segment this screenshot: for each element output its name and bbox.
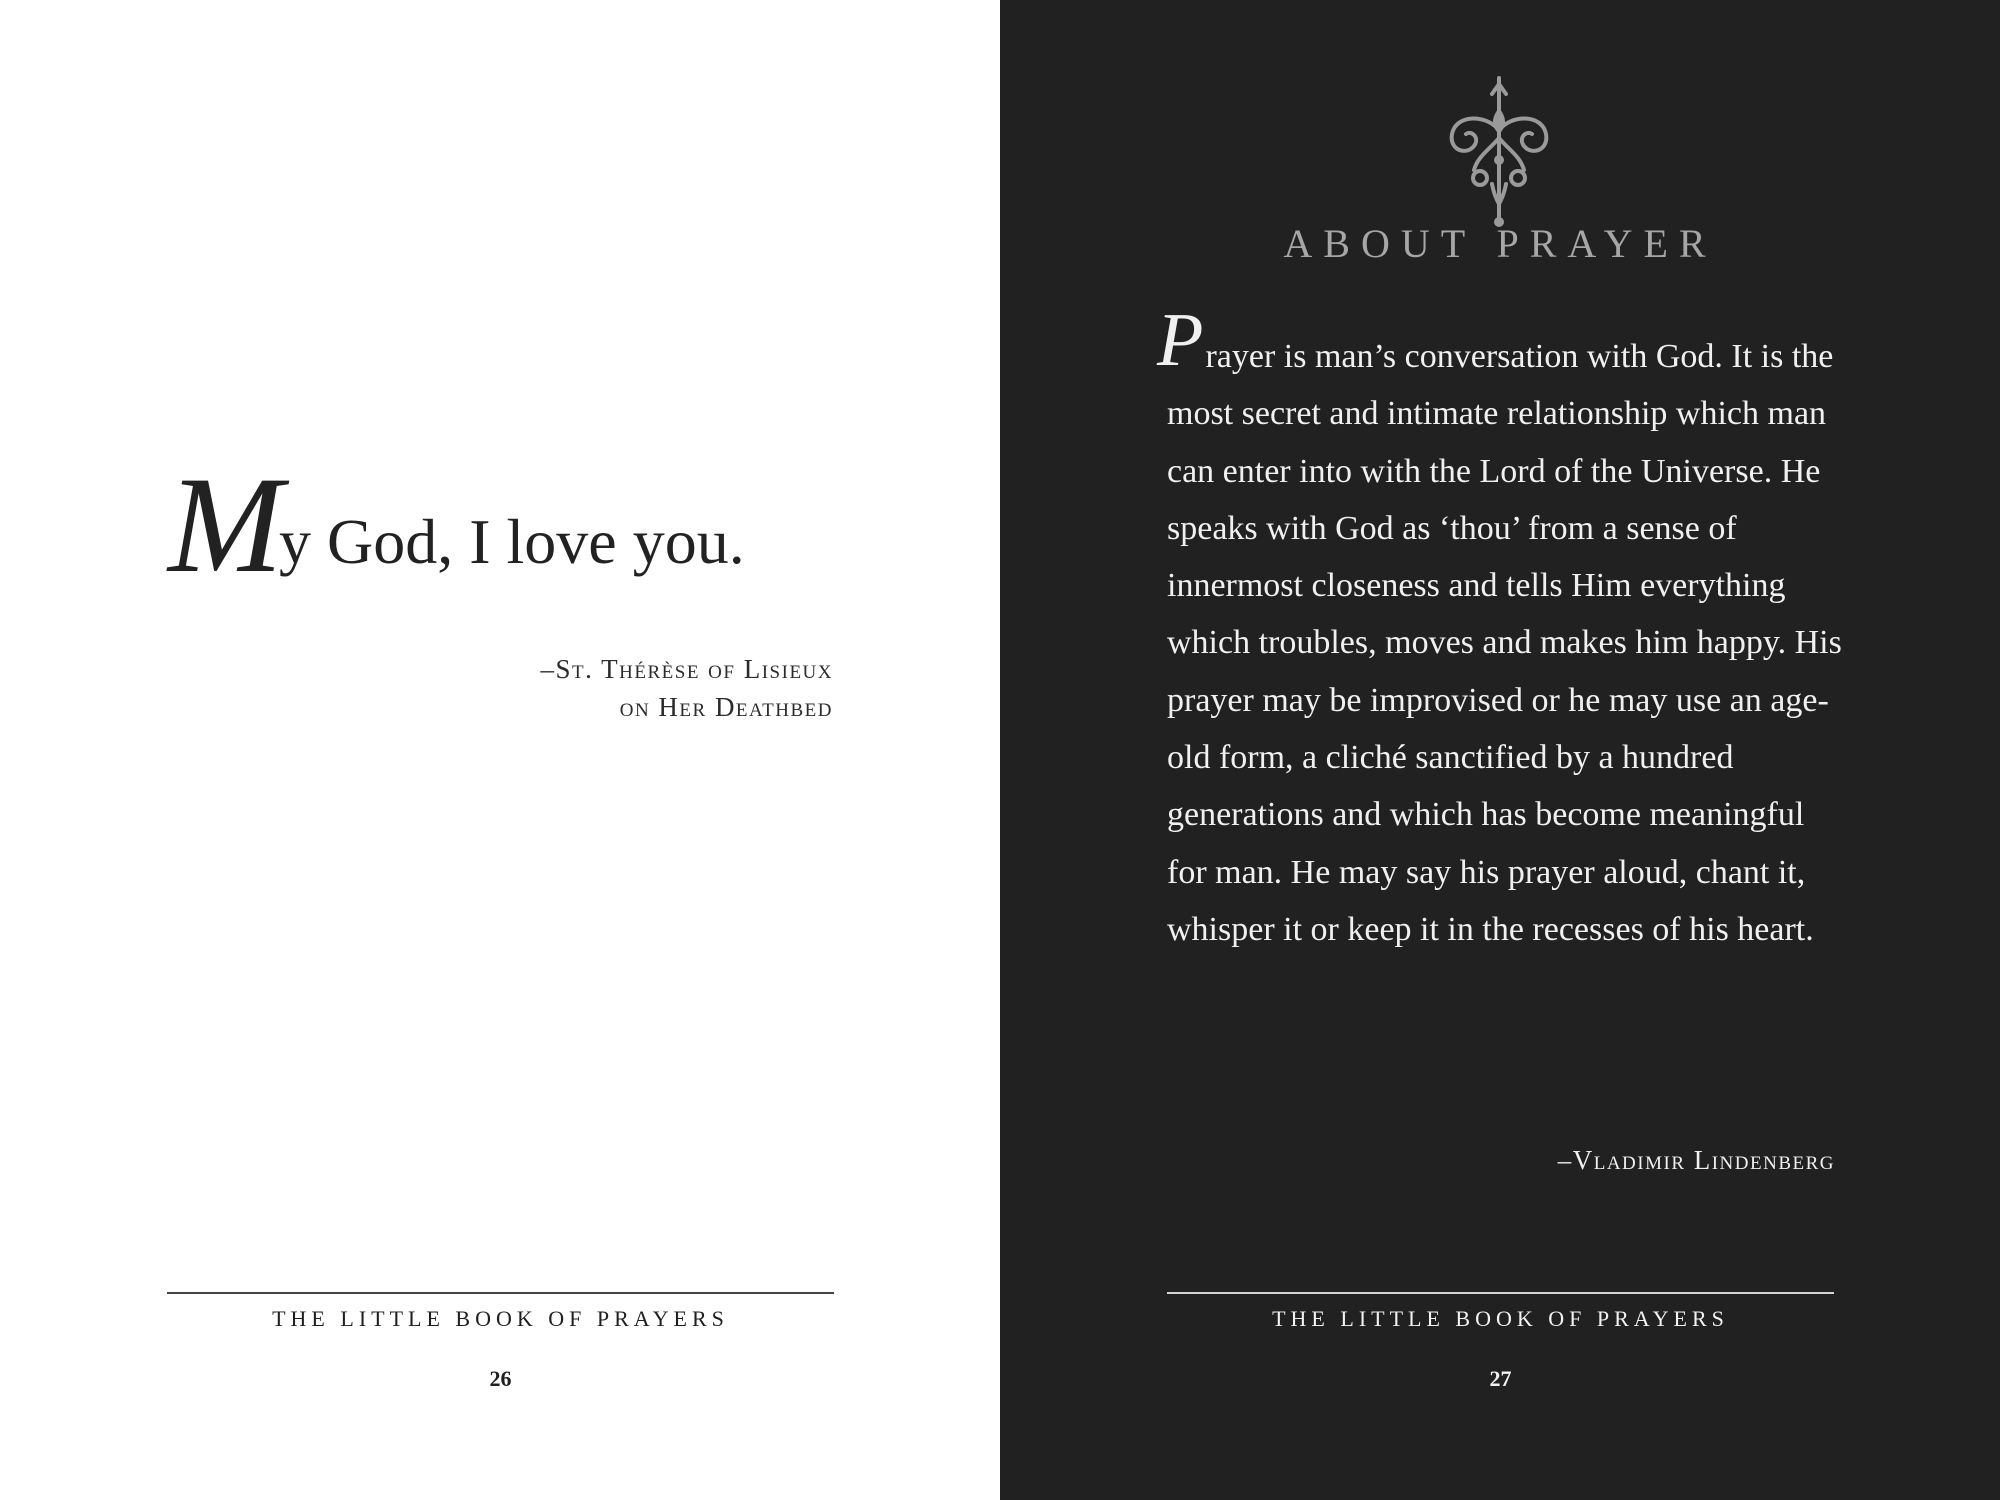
fleur-ornament-icon: [1434, 72, 1564, 232]
footer-divider: [167, 1292, 834, 1294]
right-page: [1000, 0, 2000, 1500]
page-number: 26: [489, 1366, 512, 1391]
attribution-line-1: –St. Thérèse of Lisieux: [540, 654, 833, 684]
quote-rest: y God, I love you.: [278, 506, 745, 577]
attribution-line-2: on Her Deathbed: [619, 692, 833, 722]
body-attribution: –Vladimir Lindenberg: [1557, 1145, 1835, 1175]
quote-attribution: [541, 650, 833, 726]
running-footer-title: THE LITTLE BOOK OF PRAYERS: [1272, 1306, 1729, 1331]
body-paragraph: Prayer is man’s conversation with God. It is the most secret and intimate relationship which man can enter into with the Lord of the Universe. He speaks with God as ‘thou’ from a sense of innermost closeness and tells Him everything which troubles, moves and makes him happy. His prayer may be improvised or he may use an age-old form, a cliché sanctified by a hundred generations and which has become meaningful for man. He may say his prayer aloud, chant it, whisper it or keep it in the recesses of his heart.: [1157, 298, 1842, 948]
footer-divider: [1167, 1292, 1834, 1294]
running-footer-title: THE LITTLE BOOK OF PRAYERS: [272, 1306, 729, 1331]
section-heading: ABOUT PRAYER: [1283, 221, 1717, 266]
quote-text: [168, 448, 848, 601]
body-text: rayer is man’s conversation with God. It is the most secret and intimate relationship which man can enter into with the Lord of the Universe. He speaks with God as ‘thou’ from a sense of innermost closeness and tells Him everything which troubles, moves and makes him happy. His prayer may be improvised or he may use an age-old form, a cliché sanctified by a hundred generations and which has become meaningful for man. He may say his prayer aloud, chant it, whisper it or keep it in the recesses of his heart.: [1167, 338, 1842, 948]
page-number: 27: [1489, 1366, 1512, 1391]
quote-block: [168, 448, 848, 601]
quote-drop-cap: M: [168, 448, 279, 601]
